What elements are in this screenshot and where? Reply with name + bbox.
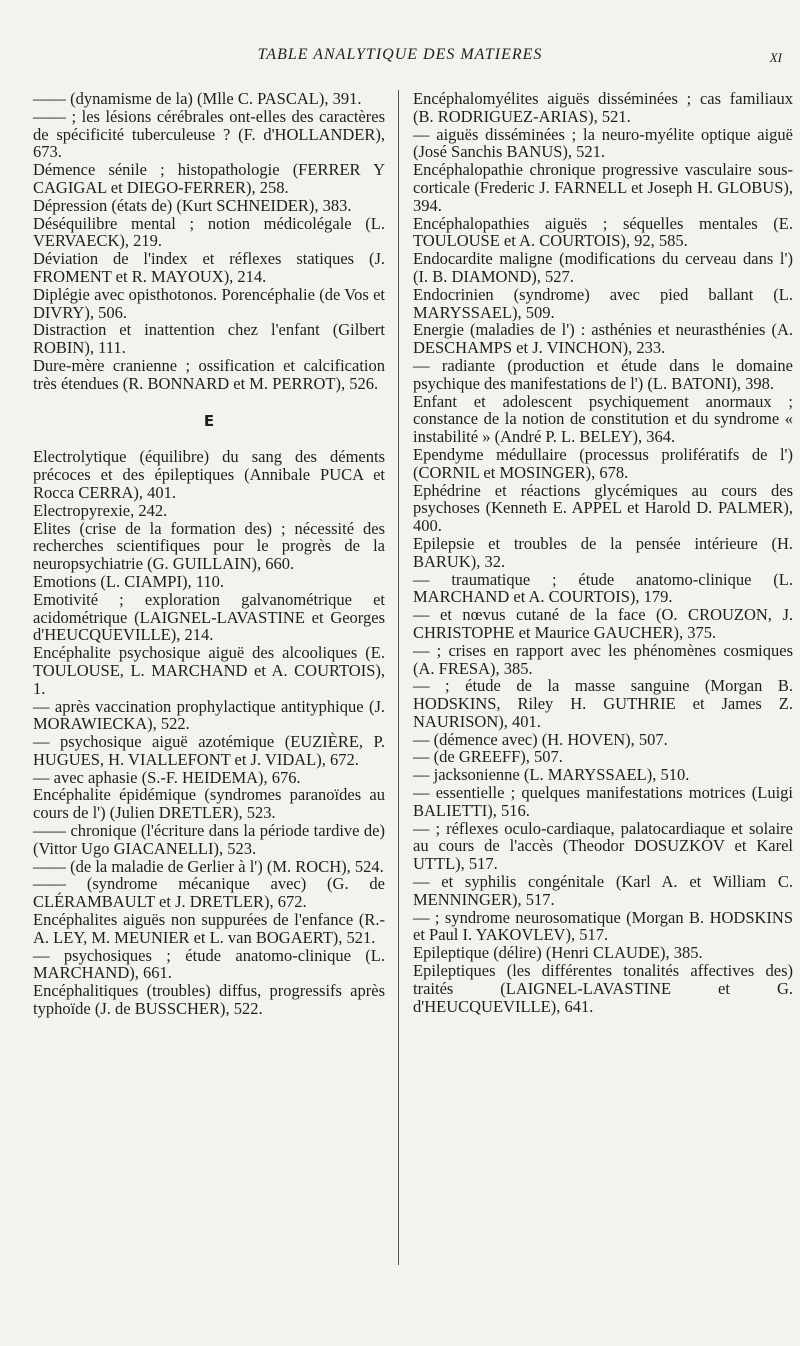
index-entry: —— (syndrome mécanique avec) (G. de CLÉRAMBAULT et J. DRETLER), 672. — [33, 874, 385, 912]
index-entry: Encéphalite psychosique aiguë des alcooliques (E. TOULOUSE, L. MARCHAND et A. COURTOIS), 1. — [33, 643, 385, 698]
index-entry: Dure-mère cranienne ; ossification et calcification très étendues (R. BONNARD et M. PERROT), 526. — [33, 355, 385, 393]
index-entry: —— chronique (l'écriture dans la période tardive de) (Vittor Ugo GIACANELLI), 523. — [33, 821, 385, 858]
index-entry: Elites (crise de la formation des) ; nécessité des recherches scientifiques pour le progrès de la neuropsychiatrie (G. GUILLAIN), 660. — [33, 518, 385, 574]
index-entry: — psychosiques ; étude anatomo-clinique (L. MARCHAND), 661. — [33, 945, 385, 983]
running-head: TABLE ANALYTIQUE DES MATIERES — [257, 46, 543, 63]
index-entry: Epileptique (délire) (Henri CLAUDE), 385. — [413, 943, 703, 963]
index-entry: Dépression (états de) (Kurt SCHNEIDER), 383. — [33, 195, 352, 215]
index-entry: — traumatique ; étude anatomo-clinique (L. MARCHAND et A. COURTOIS), 179. — [413, 569, 793, 607]
index-entry: Endocardite maligne (modifications du cerveau dans l') (I. B. DIAMOND), 527. — [413, 249, 793, 286]
left-entries-after — [33, 448, 385, 1018]
index-entry: Epilepsie et troubles de la pensée intérieure (H. BARUK), 32. — [413, 533, 793, 571]
index-entry: Endocrinien (syndrome) avec pied ballant (L. MARYSSAEL), 509. — [413, 284, 793, 322]
index-entry: — ; syndrome neurosomatique (Morgan B. HODSKINS et Paul I. YAKOVLEV), 517. — [413, 907, 793, 945]
index-entry: Distraction et inattention chez l'enfant (Gilbert ROBIN), 111. — [33, 320, 385, 358]
index-entry: —— ; les lésions cérébrales ont-elles des caractères de spécificité tuberculeuse ? (F. d'HOLLANDER), 673. — [33, 106, 385, 162]
index-entry: Encéphalites aiguës non suppurées de l'enfance (R.-A. LEY, M. MEUNIER et L. van BOGAERT), 521. — [33, 910, 385, 947]
left-column — [33, 90, 385, 1018]
index-entry: Emotions (L. CIAMPI), 110. — [33, 571, 224, 591]
index-entry: Encéphalite épidémique (syndromes paranoïdes au cours de l') (Julien DRETLER), 523. — [33, 785, 385, 823]
index-entry: — ; réflexes oculo-cardiaque, palatocardiaque et solaire au cours de l'accès (Theodor DOSUZKOV et Karel UTTL), 517. — [413, 818, 793, 874]
index-entry: Diplégie avec opisthotonos. Porencéphalie (de Vos et DIVRY), 506. — [33, 284, 385, 322]
index-entry: — aiguës disséminées ; la neuro-myélite optique aiguë (José Sanchis BANUS), 521. — [413, 124, 793, 162]
index-entry: Ependyme médullaire (processus prolifératifs de l') (CORNIL et MOSINGER), 678. — [413, 444, 793, 482]
index-entry: Encéphalitiques (troubles) diffus, progressifs après typhoïde (J. de BUSSCHER), 522. — [33, 981, 385, 1019]
right-column — [413, 90, 793, 1015]
index-entry: Electrolytique (équilibre) du sang des déments précoces et des épileptiques (Annibale PUCA et Rocca CERRA), 401. — [33, 447, 385, 502]
index-entry: Démence sénile ; histopathologie (FERRER Y CAGIGAL et DIEGO-FERRER), 258. — [33, 160, 385, 197]
index-entry: Energie (maladies de l') : asthénies et neurasthénies (A. DESCHAMPS et J. VINCHON), 233. — [413, 320, 793, 358]
index-entry: Epileptiques (les différentes tonalités affectives des) traités (LAIGNEL-LAVASTINE et G. d'HEUCQUEVILLE), 641. — [413, 961, 793, 1016]
index-entry: Encéphalopathies aiguës ; séquelles mentales (E. TOULOUSE et A. COURTOIS), 92, 585. — [413, 213, 793, 251]
index-entry: Emotivité ; exploration galvanométrique et acidométrique (LAIGNEL-LAVASTINE et Georges d'HEUCQUEVILLE), 214. — [33, 589, 385, 645]
index-entry: — et syphilis congénitale (Karl A. et William C. MENNINGER), 517. — [413, 872, 793, 909]
index-entry: — (démence avec) (H. HOVEN), 507. — [413, 729, 668, 749]
index-entry: — avec aphasie (S.-F. HEIDEMA), 676. — [33, 767, 301, 787]
index-entry: —— (de la maladie de Gerlier à l') (M. ROCH), 524. — [33, 856, 384, 876]
left-entries-before — [33, 90, 385, 393]
section-letter: E — [203, 411, 215, 430]
index-entry: —— (dynamisme de la) (Mlle C. PASCAL), 391. — [33, 89, 362, 108]
index-entry: Déviation de l'index et réflexes statiques (J. FROMENT et R. MAYOUX), 214. — [33, 249, 385, 286]
index-entry: — ; étude de la masse sanguine (Morgan B. HODSKINS, Riley H. GUTHRIE et James Z. NAURISON), 401. — [413, 676, 793, 731]
right-entries — [413, 90, 793, 1015]
page-number: XI — [769, 50, 782, 65]
index-entry: — (de GREEFF), 507. — [413, 747, 563, 767]
column-divider — [398, 90, 399, 1265]
index-entry: Déséquilibre mental ; notion médicolégale (L. VERVAECK), 219. — [33, 213, 385, 251]
index-entry: Electropyrexie, 242. — [33, 500, 168, 520]
index-entry: Encéphalopathie chronique progressive vasculaire sous-corticale (Frederic J. FARNELL et Joseph H. GLOBUS), 394. — [413, 160, 793, 215]
index-entry: — et nœvus cutané de la face (O. CROUZON, J. CHRISTOPHE et Maurice GAUCHER), 375. — [413, 605, 793, 642]
index-entry: — jacksonienne (L. MARYSSAEL), 510. — [413, 765, 690, 785]
index-entry: Ephédrine et réactions glycémiques au cours des psychoses (Kenneth E. APPEL et Harold D. PALMER), 400. — [413, 480, 793, 536]
index-entry: — psychosique aiguë azotémique (EUZIÈRE, P. HUGUES, H. VIALLEFONT et J. VIDAL), 672. — [33, 732, 385, 769]
index-entry: — ; crises en rapport avec les phénomènes cosmiques (A. FRESA), 385. — [413, 640, 793, 678]
index-entry: Enfant et adolescent psychiquement anormaux ; constance de la notion de constitution et du syndrome « instabilité » (André P. L. BELEY), 364. — [413, 391, 793, 447]
index-entry: — essentielle ; quelques manifestations motrices (Luigi BALIETTI), 516. — [413, 783, 793, 820]
index-entry: — après vaccination prophylactique antityphique (J. MORAWIECKA), 522. — [33, 696, 385, 734]
index-entry: Encéphalomyélites aiguës disséminées ; cas familiaux (B. RODRIGUEZ-ARIAS), 521. — [413, 89, 793, 126]
index-entry: — radiante (production et étude dans le domaine psychique des manifestations de l') (L. BATONI), 398. — [413, 355, 793, 393]
